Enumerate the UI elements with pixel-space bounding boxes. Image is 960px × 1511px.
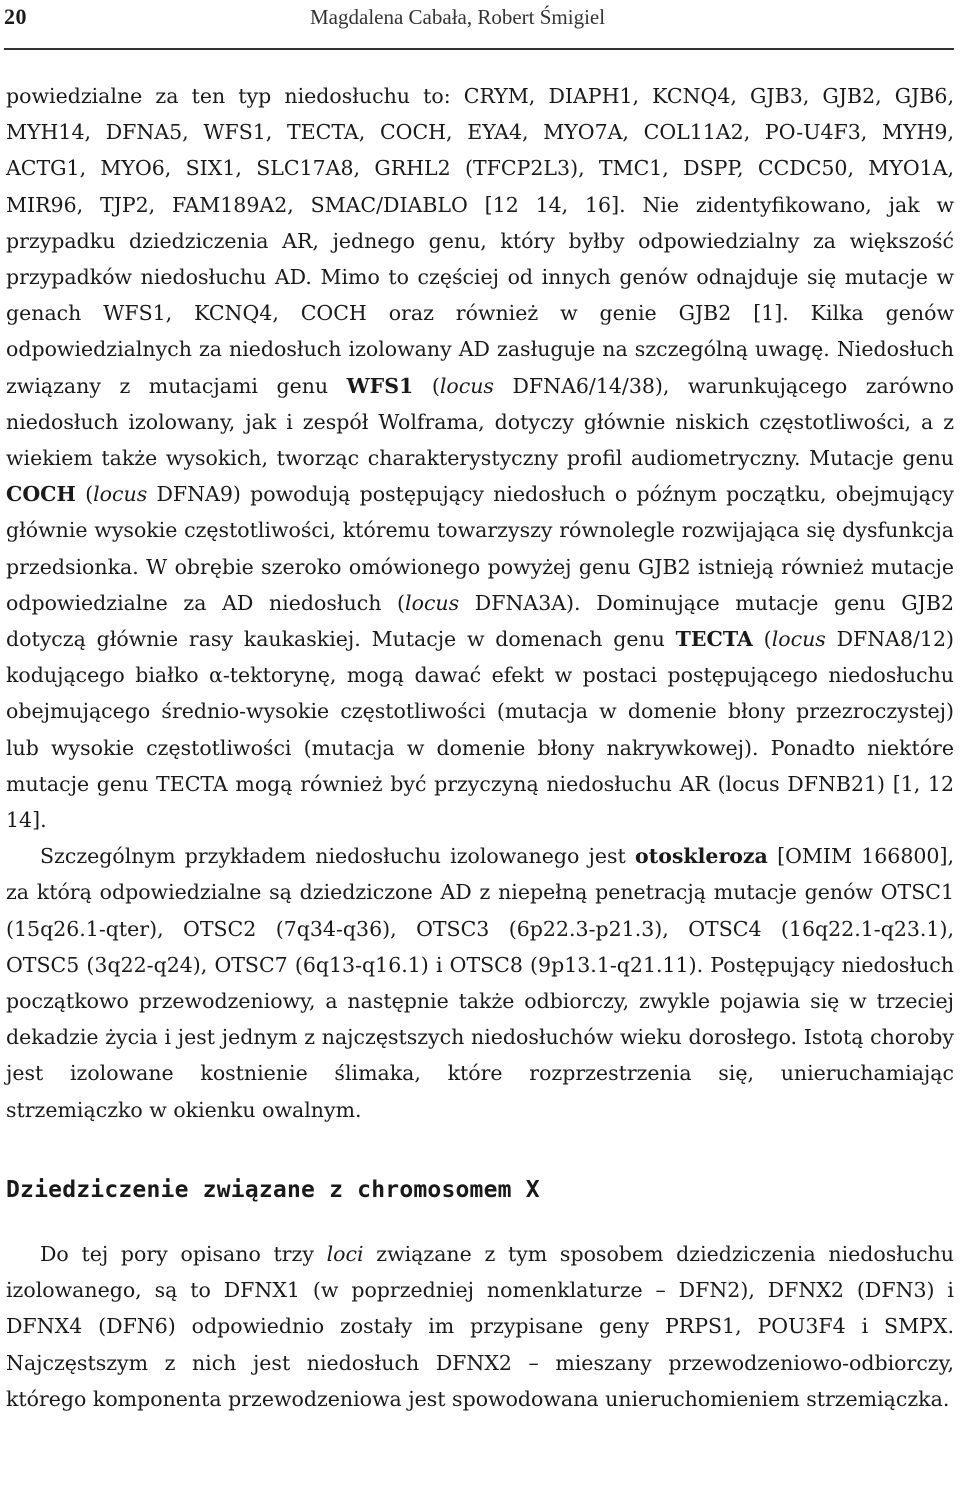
- running-head-authors: Magdalena Cabała, Robert Śmigiel: [310, 5, 606, 29]
- text-run: powiedzialne za ten typ niedosłuchu to: CRYM, DIAPH1, KCNQ4, GJB3, GJB2, GJB6, MYH14, DFNA5, WFS1, TECTA, COCH, EYA4, MYO7A, COL11A2, PO-U4F3, MYH9, ACTG1, MYO6, SIX1, SLC17A8, GRHL2 (TFCP2L3), TMC1, DSPP, CCDC50, MYO1A, MIR96, TJP2, FAM189A2, SMAC/DIABLO [12 14, 16]. Nie zidentyfikowano, jak w przypadku dziedziczenia AR, jednego genu, który byłby odpowiedzialny za większość przypadków niedosłuchu AD. Mimo to częściej od innych genów odnajduje się mutacje w genach WFS1, KCNQ4, COCH oraz również w genie GJB2 [1]. Kilka genów odpowiedzialnych za niedosłuch izolowany AD zasługuje na szczególną uwagę. Niedosłuch związany z mutacjami genu: [6, 84, 954, 398]
- text-run: DFNA9) powodują postępujący niedosłuch o późnym początku, obejmujący głównie wysokie częstotliwości, któremu towarzyszy równolegle rozwijająca się dysfunkcja przedsionka. W obrębie szeroko omówionego powyżej genu GJB2 istnieją również mutacje odpowiedzialne za AD niedosłuch (: [6, 482, 955, 615]
- text-run: [OMIM 166800], za którą odpowiedzialne są dziedziczone AD z niepełną penetracją mutacje genów OTSC1 (15q26.1-qter), OTSC2 (7q34-q36), OTSC3 (6p22.3-p21.3), OTSC4 (16q22.1-q23.1), OTSC5 (3q22-q24), OTSC7 (6q13-q16.1) i OTSC8 (9p13.1-q21.11). Postępujący niedosłuch początkowo przewodzeniowy, a następnie także odbiorczy, zwykle pojawia się w trzeciej dekadzie życia i jest jednym z najczęstszych niedosłuchów wieku dorosłego. Istotą choroby jest izolowane kostnienie ślimaka, które rozprzestrzenia się, unieruchamiając strzemiączko w okienku owalnym.: [6, 844, 954, 1122]
- paragraph-otosclerosis: [6, 838, 954, 1128]
- gene-coch-bold: COCH: [6, 482, 76, 507]
- text-run: DFNA3A). Dominujące mutacje genu GJB2 dotyczą głównie rasy kaukaskiej. Mutacje w domenach genu: [6, 590, 954, 652]
- locus-italic: locus: [405, 590, 460, 615]
- header-rule: [4, 48, 954, 50]
- term-otoskleroza-bold: otoskleroza: [635, 844, 768, 869]
- text-run: Szczególnym przykładem niedosłuchu izolowanego jest: [40, 844, 636, 869]
- text-run: związane z tym sposobem dziedziczenia niedosłuchu izolowanego, są to DFNX1 (w poprzedniej nomenklaturze – DFN2), DFNX2 (DFN3) i DFNX4 (DFN6) odpowiednio zostały im przypisane geny PRPS1, POU3F4 i SMPX. Najczęstszym z nich jest niedosłuch DFNX2 – mieszany przewodzeniowo-odbiorczy, którego komponenta przewodzeniowa jest spowodowana unieruchomieniem strzemiączka.: [6, 1241, 954, 1411]
- paragraph-ad-genes: [6, 78, 954, 838]
- locus-italic: locus: [93, 482, 148, 507]
- page-header: [4, 4, 954, 30]
- page-body: [6, 78, 954, 1417]
- page-number: 20: [4, 4, 27, 29]
- text-run: (: [752, 627, 772, 652]
- gene-wfs1-bold: WFS1: [346, 373, 414, 398]
- text-run: (: [75, 482, 94, 507]
- text-run: (: [413, 373, 440, 398]
- locus-italic: locus: [439, 373, 494, 398]
- paragraph-x-linked: [6, 1236, 954, 1417]
- text-run: Do tej pory opisano trzy: [40, 1241, 327, 1266]
- locus-italic: locus: [771, 627, 826, 652]
- section-heading-x-linked: Dziedziczenie związane z chromosomem X: [6, 1176, 540, 1203]
- text-run: DFNA8/12) kodującego białko α-tektorynę, mogą dawać efekt w postaci postępującego niedosłuchu obejmującego średnio-wysokie częstotliwości (mutacja w domenie błony przezroczystej) lub wysokie częstotliwości (mutacja w domenie błony nakrywkowej). Ponadto niektóre mutacje genu TECTA mogą również być przyczyną niedosłuchu AR (locus DFNB21) [1, 12 14].: [6, 627, 955, 833]
- gene-tecta-bold: TECTA: [675, 627, 753, 652]
- text-run: DFNA6/14/38), warunkującego zarówno niedosłuch izolowany, jak i zespół Wolframa, dotyczy głównie niskich częstotliwości, a z wiekiem także wysokich, tworząc charakterystyczny profil audiometryczny. Mutacje genu: [6, 373, 954, 471]
- loci-italic: loci: [326, 1241, 364, 1266]
